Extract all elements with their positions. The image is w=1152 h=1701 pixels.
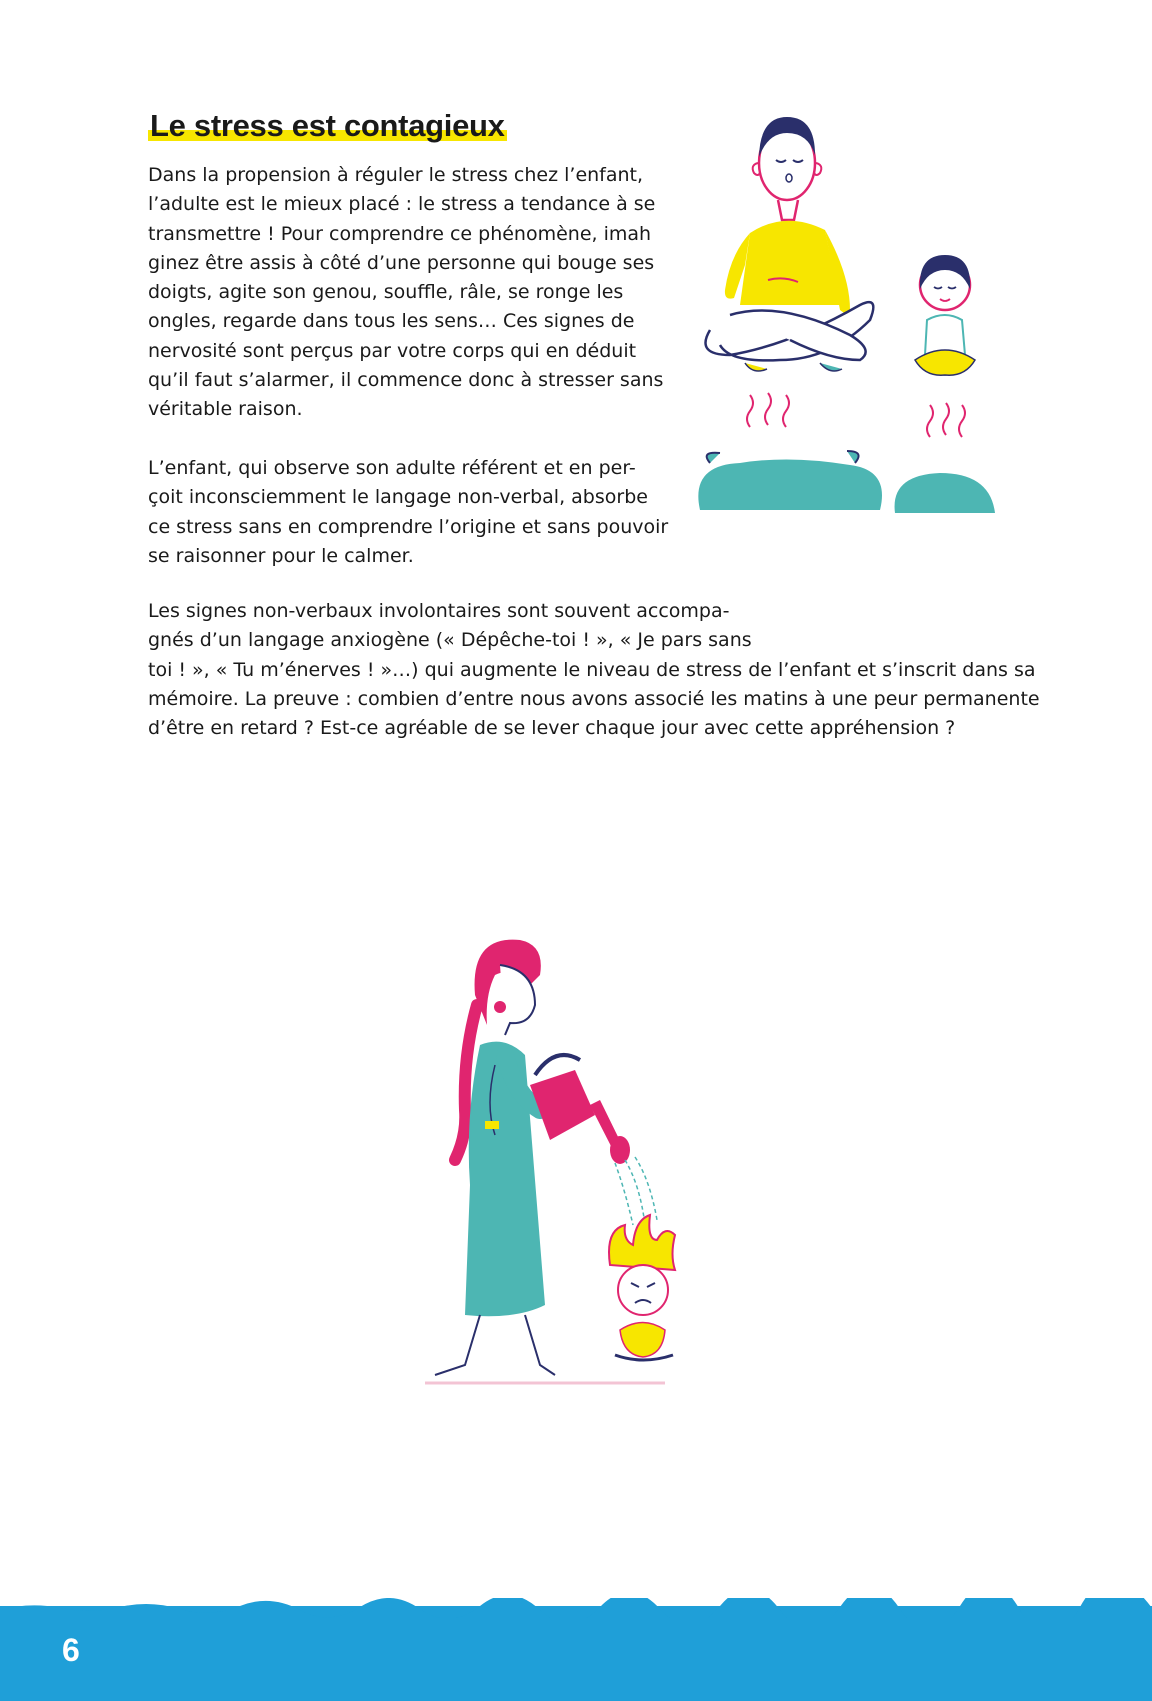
cushion-large	[698, 459, 882, 510]
text-line: ce stress sans en comprendre l’origine et sans pouvoir	[148, 515, 669, 538]
text-line: Les signes non-verbaux involontaires sont souvent accompa-	[148, 600, 730, 622]
text-line: Dans la propension à réguler le stress chez l’enfant,	[148, 164, 644, 186]
text-line: doigts, agite son genou, souffle, râle, se ronge les	[148, 281, 624, 304]
text-line: ginez être assis à côté d’une personne qui bouge ses	[148, 251, 655, 274]
text-line: gnés d’un langage anxiogène (« Dépêche-toi ! », « Je pars sans	[148, 629, 752, 652]
text-line: L’enfant, qui observe son adulte référent et en per-	[148, 457, 636, 479]
text-line: qu’il faut s’alarmer, il commence donc à stresser sans	[148, 369, 664, 392]
adult-figure	[706, 117, 874, 371]
text-line: çoit inconsciemment le langage non-verbal, absorbe	[148, 486, 648, 509]
text-line: mémoire. La preuve : combien d’entre nous avons associé les matins à une peur permanente	[148, 687, 1040, 710]
watering-illustration	[425, 935, 705, 1390]
meditation-illustration	[690, 105, 1010, 535]
text-line: nervosité sont perçus par votre corps qui en déduit	[148, 339, 637, 362]
angry-child-figure	[609, 1215, 675, 1360]
woman-figure	[435, 940, 555, 1375]
text-line: véritable raison.	[148, 398, 303, 421]
page-number: 6	[62, 1632, 80, 1668]
child-figure	[915, 255, 975, 375]
text-line: ongles, regarde dans tous les sens… Ces signes de	[148, 310, 635, 333]
paragraph-child	[148, 454, 668, 571]
paragraph-intro	[148, 161, 668, 425]
page-title: Le stress est contagieux	[150, 108, 505, 143]
text-line: se raisonner pour le calmer.	[148, 544, 414, 567]
text-line: l’adulte est le mieux placé : le stress a tendance à se	[148, 193, 656, 216]
watering-can	[530, 1055, 630, 1164]
text-line: d’être en retard ? Est-ce agréable de se lever chaque jour avec cette appréhension ?	[148, 717, 956, 740]
cushion-small	[895, 473, 995, 513]
text-line: transmettre ! Pour comprendre ce phénomène, imah	[148, 222, 652, 245]
footer-band	[0, 1606, 1152, 1701]
text-line: toi ! », « Tu m’énerves ! »…) qui augmente le niveau de stress de l’enfant et s’inscrit dans sa	[148, 658, 1036, 681]
paragraph-nonverbal	[148, 597, 1040, 743]
